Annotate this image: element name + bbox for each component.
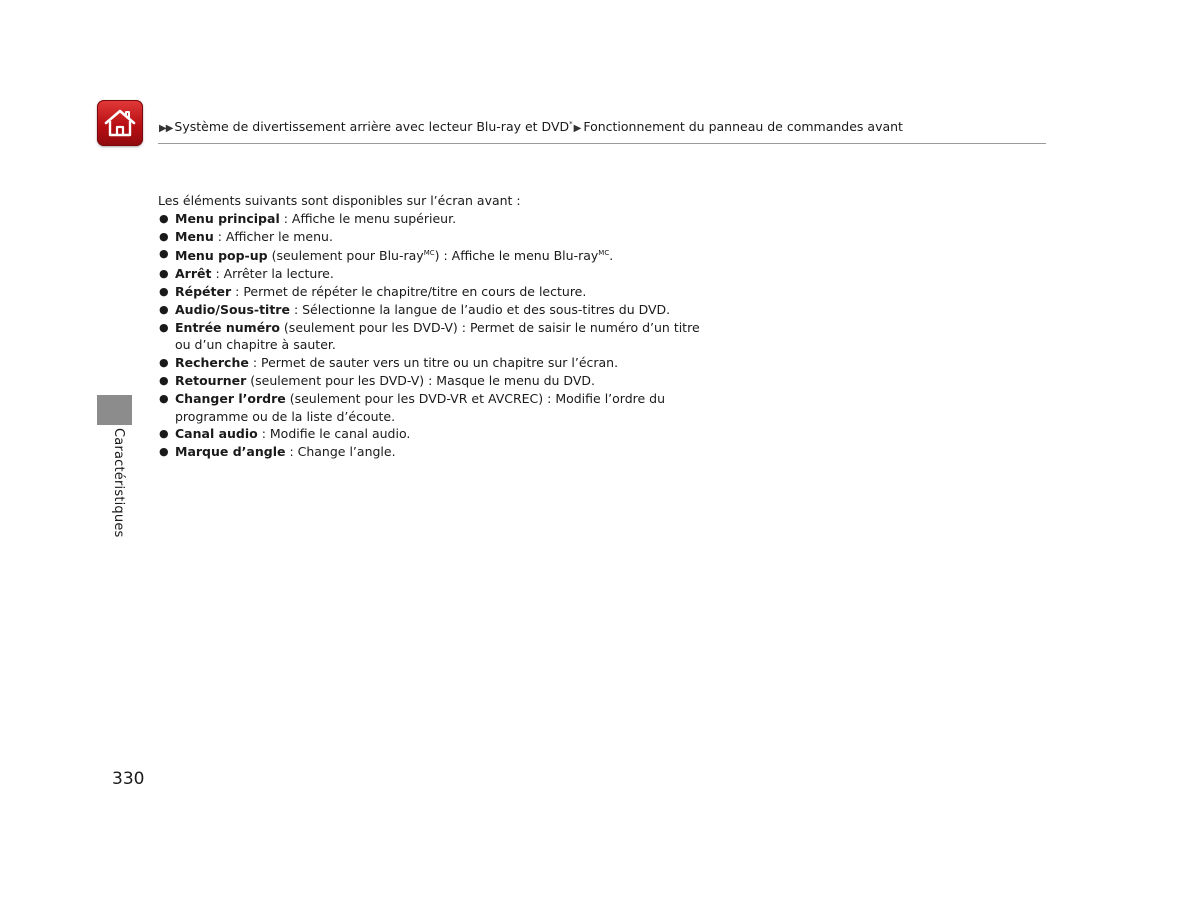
bullet-icon: ● bbox=[159, 302, 169, 316]
breadcrumb bbox=[159, 116, 903, 137]
bullet-icon: ● bbox=[159, 391, 169, 405]
bullet-icon: ● bbox=[159, 427, 169, 441]
list-item bbox=[158, 425, 718, 443]
list-item bbox=[158, 228, 718, 246]
item-term: Changer l’ordre bbox=[175, 390, 286, 406]
header-divider bbox=[158, 143, 1046, 144]
item-term: Retourner bbox=[175, 372, 247, 388]
intro-text: Les éléments suivants sont disponibles sur l’écran avant : bbox=[158, 193, 521, 208]
list-item bbox=[158, 283, 718, 301]
list-item bbox=[158, 210, 718, 228]
bullet-icon: ● bbox=[159, 284, 169, 298]
page-number: 330 bbox=[112, 769, 145, 789]
item-term: Menu bbox=[175, 228, 214, 244]
bullet-icon: ● bbox=[159, 320, 169, 334]
item-description: : Afficher le menu. bbox=[213, 228, 333, 244]
list-item bbox=[158, 265, 718, 283]
item-term: Audio/Sous-titre bbox=[175, 301, 290, 317]
item-description: (seulement pour Blu-ray bbox=[267, 248, 424, 264]
bullet-icon: ● bbox=[159, 211, 169, 225]
bullet-icon: ● bbox=[159, 356, 169, 370]
item-description: (seulement pour les DVD-V) : Permet de saisir le numéro d’un titre ou d’un chapitre à sauter. bbox=[175, 319, 700, 353]
breadcrumb-double-arrow-icon: ▶▶ bbox=[159, 123, 173, 134]
item-term: Recherche bbox=[175, 355, 249, 371]
item-description: : Permet de sauter vers un titre ou un chapitre sur l’écran. bbox=[248, 355, 619, 371]
section-label: Caractéristiques bbox=[111, 428, 126, 538]
item-description: : Affiche le menu supérieur. bbox=[279, 210, 457, 226]
item-term: Entrée numéro bbox=[175, 319, 280, 335]
list-item bbox=[158, 443, 718, 461]
item-description: : Sélectionne la langue de l’audio et des sous-titres du DVD. bbox=[289, 301, 671, 317]
list-item bbox=[158, 301, 718, 319]
breadcrumb-current-page: Fonctionnement du panneau de commandes avant bbox=[583, 119, 903, 134]
item-description: : Modifie le canal audio. bbox=[257, 426, 411, 442]
item-description: ) : Affiche le menu Blu-ray bbox=[434, 248, 599, 264]
item-description: (seulement pour les DVD-V) : Masque le menu du DVD. bbox=[246, 372, 595, 388]
item-term: Menu pop-up bbox=[175, 248, 268, 264]
item-term: Menu principal bbox=[175, 210, 280, 226]
section-tab bbox=[97, 395, 132, 425]
bullet-icon: ● bbox=[159, 229, 169, 243]
item-description: : Arrêter la lecture. bbox=[211, 266, 334, 282]
item-description: . bbox=[609, 248, 614, 264]
bullet-icon: ● bbox=[159, 373, 169, 387]
item-description: : Change l’angle. bbox=[285, 444, 396, 460]
bullet-icon: ● bbox=[159, 445, 169, 459]
item-term: Arrêt bbox=[175, 266, 212, 282]
list-item bbox=[158, 354, 718, 372]
bullet-icon: ● bbox=[159, 247, 169, 261]
feature-list bbox=[158, 210, 718, 461]
item-term: Marque d’angle bbox=[175, 444, 286, 460]
list-item bbox=[158, 319, 718, 355]
item-term: Canal audio bbox=[175, 426, 258, 442]
item-term: Répéter bbox=[175, 283, 232, 299]
list-item bbox=[158, 390, 718, 426]
trademark-mark: MC bbox=[598, 249, 610, 258]
breadcrumb-arrow-icon: ▶ bbox=[573, 123, 582, 134]
main-content bbox=[158, 192, 718, 461]
item-description: (seulement pour les DVD-VR et AVCREC) : Modifie l’ordre du programme ou de la liste d’écoute. bbox=[175, 390, 666, 424]
item-description: : Permet de répéter le chapitre/titre en cours de lecture. bbox=[231, 283, 587, 299]
home-icon bbox=[103, 108, 137, 138]
trademark-mark: MC bbox=[423, 249, 435, 258]
list-item bbox=[158, 245, 718, 265]
breadcrumb-link-rear-entertainment[interactable]: Système de divertissement arrière avec lecteur Blu-ray et DVD bbox=[174, 119, 570, 134]
optional-marker: * bbox=[569, 120, 573, 128]
list-item bbox=[158, 372, 718, 390]
home-button[interactable] bbox=[97, 100, 143, 146]
bullet-icon: ● bbox=[159, 267, 169, 281]
